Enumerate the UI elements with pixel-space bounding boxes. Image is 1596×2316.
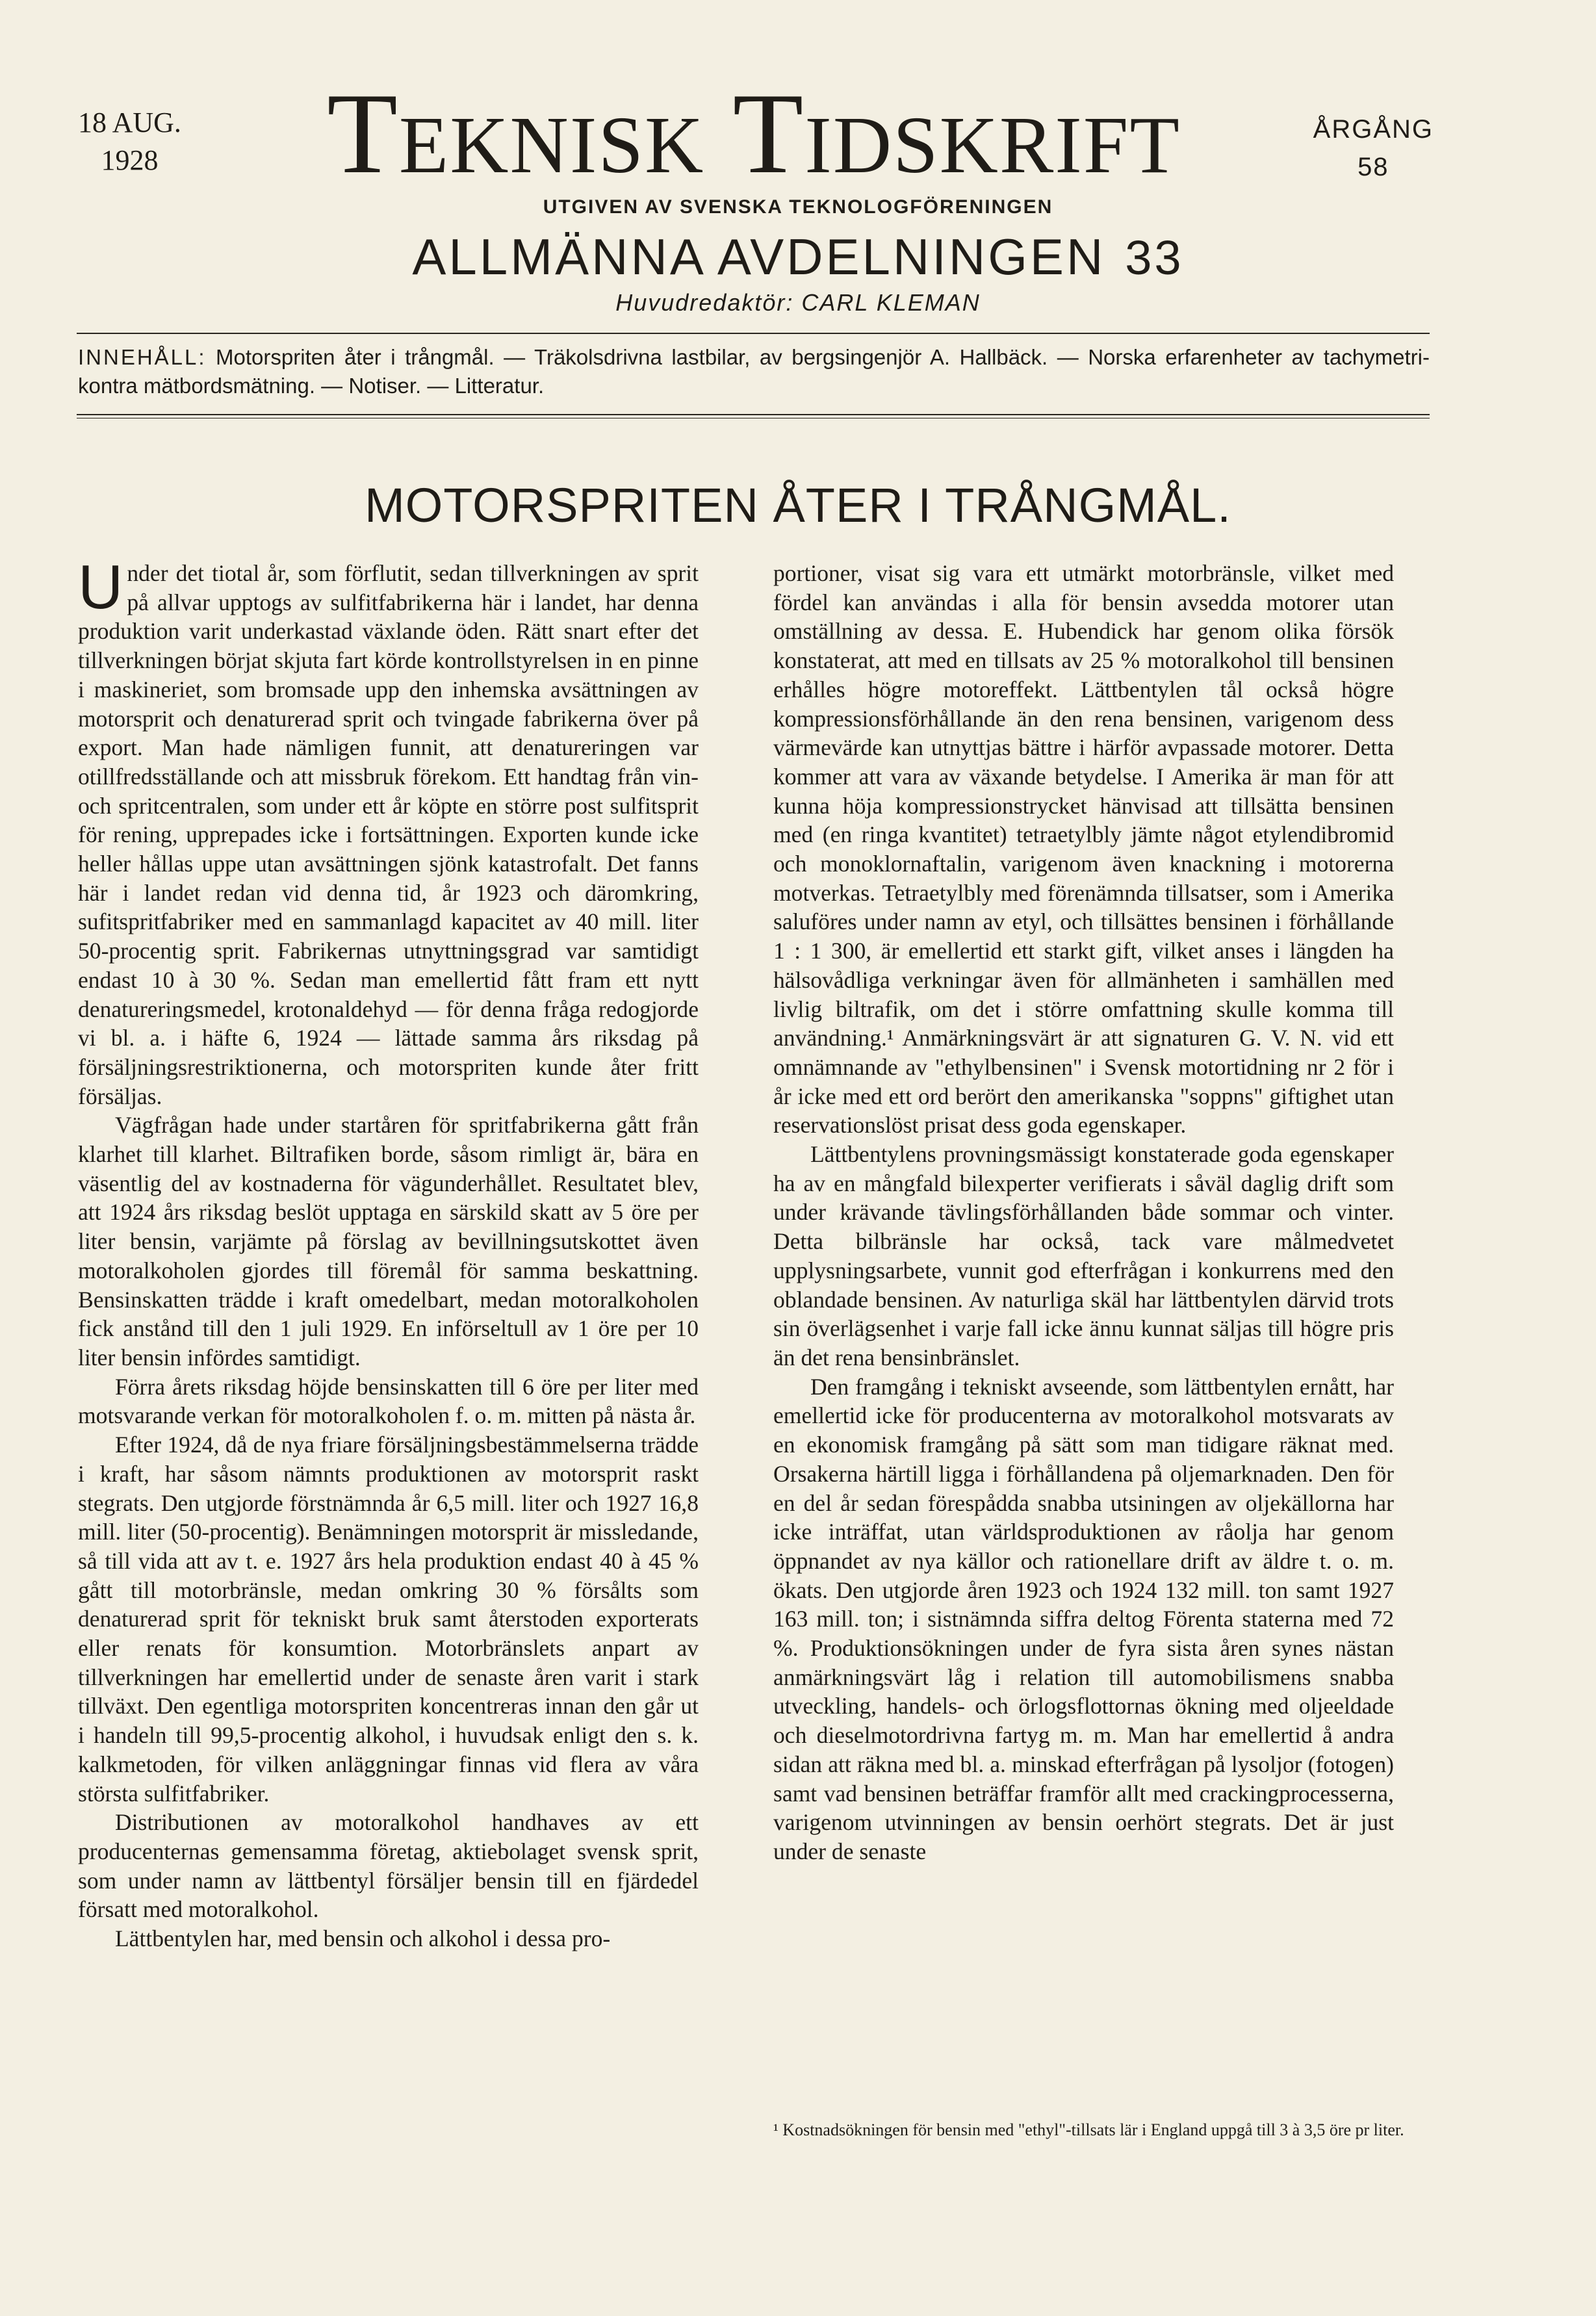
table-of-contents [78,343,1430,400]
paragraph: Vägfrågan hade under startåren för spritfabrikerna gått från klarhet till klarhet. Biltrafiken borde, såsom rimligt är, bära en väsentlig del av kostnaderna för vägunderhållet. Resultatet blev, att 1924 års riksdag beslöt upptaga en särskild skatt av 5 öre per liter bensin, varjämte på förslag av bevillningsutskottet även motoralkoholen gjordes till föremål för samma beskattning. Bensinskatten trädde i kraft omedelbart, medan motoralkoholen fick anstånd till den 1 juli 1929. En införseltull av 1 öre per 10 liter bensin infördes samtidigt. [78,1112,699,1370]
article-title: MOTORSPRITEN ÅTER I TRÅNGMÅL. [365,478,1231,532]
drop-cap: U [78,552,123,622]
publisher-line: UTGIVEN AV SVENSKA TEKNOLOGFÖRENINGEN [543,196,1053,218]
volume-label: ÅRGÅNG [1313,115,1434,144]
article-column-right [773,559,1394,2092]
editor-line: Huvudredaktör: CARL KLEMAN [615,289,981,316]
header-rule-top [77,333,1430,334]
paragraph: Lättbentylens provningsmässigt konstaterade goda egenskaper ha av en mångfald bilexperter verifierats i såväl daglig drift som under krävande tävlingsförhållanden både sommar och vinter. Detta bilbränsle har också, tack vare målmedvetet upplysningsarbete, vunnit god efterfrågan i konkurrens med den oblandade bensinen. Av naturliga skäl har lättbentylen därvid trots sin överlägsenhet i varje fall icke ännu kunnat säljas till högre pris än det rena bensinbränslet. [773,1141,1394,1370]
paragraph: Den framgång i tekniskt avseende, som lättbentylen ernått, har emellertid icke för producenterna av motoralkohol motsvarats av en ekonomisk framgång på sätt som man tidigare räknat med. Orsakerna härtill ligga i förhållandena på oljemarknaden. Den för en del år sedan förespådda snabba utsiningen av oljekällorna har icke inträffat, utan världsproduktionen av råolja har genom öppnandet av nya källor och rationellare drift av äldre t. o. m. ökats. Den utgjorde åren 1923 och 1924 132 mill. ton samt 1927 163 mill. ton; i sistnämnda siffra deltog Förenta staterna med 72 %. Produktionsökningen under de fyra sista åren synes nästan anmärkningsvärt låg i relation till automobilismens snabba utveckling, handels- och örlogsflottornas ökning med oljeeldade och dieselmotordrivna fartyg m. m. Man har emellertid å andra sidan att räkna med bl. a. minskad efterfrågan på lysoljor (fotogen) samt vad bensinen beträffar framför allt med crackingprocesserna, varigenom utvinningen av bensin oerhört stegrats. Det är just under de senaste [773,1373,1394,1864]
volume-info [1313,110,1434,186]
contents-text: Motorspriten åter i trångmål. — Träkolsdrivna lastbilar, av bergsingenjör A. Hallbäck. — Norska erfarenheter av tachymetri- kontra mätbordsmätning. — Notiser. — Litteratur. [78,345,1430,398]
contents-label: INNEHÅLL: [78,345,207,369]
paragraph: Förra årets riksdag höjde bensinskatten till 6 öre per liter med motsvarande verkan för motoralkoholen f. o. m. mitten på nästa år. [78,1373,699,1429]
masthead [292,69,1215,198]
issue-date [78,104,181,179]
paragraph: Efter 1924, då de nya friare försäljningsbestämmelserna trädde i kraft, har såsom nämnts produktionen av motorsprit raskt stegrats. Den utgjorde förstnämnda år 6,5 mill. liter och 1927 16,8 mill. liter (50-procentig). Benämningen motorsprit är missledande, så till vida att av t. e. 1927 års hela produktion endast 40 à 45 % gått till motorbränsle, medan omkring 30 % försålts som denaturerad sprit för tekniskt bruk samt återstoden exporterats eller renats för konsumtion. Motorbränslets anpart av tillverkningen har emellertid under de senaste åren varit i stark tillväxt. Den egentliga motorspriten koncentreras innan den går ut i handeln till 99,5-procentig alkohol, i huvudsak enligt den s. k. kalkmetoden, för vilken anläggningar finnas vid flera av våra största sulfitfabriker. [78,1432,699,1807]
header-rule-bottom [77,414,1430,415]
paragraph: portioner, visat sig vara ett utmärkt motorbränsle, vilket med fördel kan användas i alla för bensin avsedda motorer utan omställning av dessa. E. Hubendick har genom olika försök konstaterat, att med en tillsats av 25 % motoralkohol till bensinen erhålles högre motoreffekt. Lättbentylen tål också högre kompressionsförhållande än den rena bensinen, varigenom dess värmevärde kan utnyttjas bättre i härför avpassade motorer. Detta kommer att vara av växande betydelse. I Amerika är man för att kunna höja kompressionstrycket hänvisad att tillsätta bensinen med (en ringa kvantitet) tetraetylbly jämte något etylendibromid och monoklornaftalin, varigenom även knackning i motorerna motverkas. Tetraetylbly med förenämnda tillsatser, som i Amerika saluföres under namn av etyl, och tillsättes bensinen i förhållande 1 : 1 300, är emellertid ett starkt gift, vilket anses i längden ha hälsovådliga verkningar även för allmänheten i samhällen med livlig biltrafik, om det i större omfattning skulle komma till användning.¹ Anmärkningsvärt är att signaturen G. V. N. vid ett omnämnande av "ethylbensinen" i Svensk motortidning nr 2 för i år icke med ett ord berört den amerikanska "soppns" giftighet utan reservationslöst prisat dess goda egenskaper. [773,560,1394,1139]
department-name: ALLMÄNNA AVDELNINGEN [412,228,1106,285]
issue-date-day: 18 AUG. [78,107,181,138]
volume-number: 58 [1358,153,1389,181]
article-column-left [78,552,699,2092]
issue-number: 33 [1125,231,1184,285]
paragraph: Under det tiotal år, som förflutit, sedan tillverkningen av sprit på allvar upptogs av sulfitfabrikerna här i landet, har denna produktion varit underkastad växlande öden. Rätt snart efter det tillverkningen börjat skjuta fart körde kontrollstyrelsen in en pinne i maskineriet, som bromsade upp den inhemska avsättningen av motorsprit och denaturerad sprit och tvingade fabrikerna över på export. Man hade nämligen funnit, att denatureringen var otillfredsställande och att missbruk förekom. Ett handtag från vin- och spritcentralen, som under ett år köpte en större post sulfitsprit för rening, upprepades icke i fortsättningen. Exporten kunde icke heller hållas uppe utan avsättningen sjönk katastrofalt. Det fanns här i landet redan vid denna tid, år 1923 och däromkring, sufitspritfabriker med en sammanlagd kapacitet av 40 mill. liter 50-procentig sprit. Fabrikernas utnyttningsgrad var samtidigt endast 10 à 30 %. Sedan man emellertid fått fram ett nytt denatureringsmedel, krotonaldehyd — för denna fråga redogjorde vi bl. a. i häfte 6, 1924 — lättade samma års riksdag på försäljningsrestriktionerna, och motorspriten kunde åter fritt försäljas. [78,552,699,1109]
paragraph: Distributionen av motoralkohol handhaves av ett producenternas gemensamma företag, aktiebolaget svensk sprit, som under namn av lättbentyl försäljer bensin till en fjärdedel försatt med motoralkohol. [78,1809,699,1923]
journal-title: Teknisk Tidskrift [327,69,1181,198]
paragraph: Lättbentylen har, med bensin och alkohol i dessa pro- [114,1925,611,1952]
footnote: ¹ Kostnadsökningen för bensin med "ethyl"-tillsats lär i England uppgå till 3 à 3,5 öre pr liter. [773,2120,1404,2139]
issue-date-year: 1928 [101,144,159,176]
department-line [0,224,1596,290]
